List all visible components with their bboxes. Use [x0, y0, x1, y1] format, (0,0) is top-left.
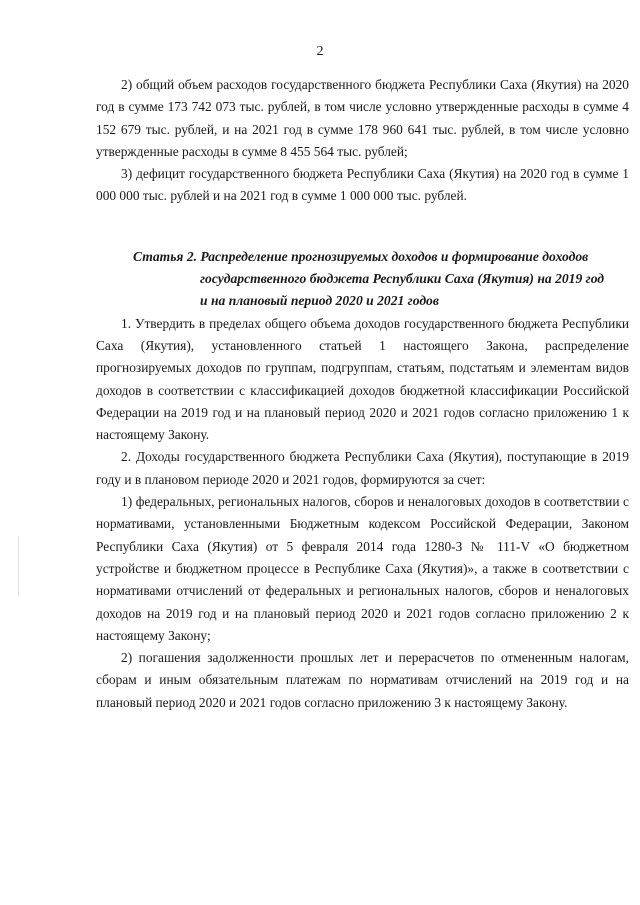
article1-item-2: 2) общий объем расходов государственного бюджета Республики Саха (Якутия) на 2020 год в сумме 173 742 073 тыс. рублей, в том числе условно утвержденные расходы в сумме 4 152 679 тыс. рублей, и на 2021 год в сумме 178 960 641 тыс. рублей, в том числе условно утвержденные расходы в сумме 8 455 564 тыс. рублей; [96, 77, 629, 159]
article2-part-2-sub-2: 2) погашения задолженности прошлых лет и перерасчетов по отмененным налогам, сборам и иным обязательным платежам по нормативам отчислений на 2019 год и на плановый период 2020 и 2021 годов согласно приложению 3 к настоящему Закону. [96, 650, 629, 710]
article2-heading-line2: государственного бюджета Республики Саха (Якутия) на 2019 год [200, 271, 605, 287]
article2-heading [96, 246, 629, 313]
page-body [96, 74, 629, 714]
page-number: 2 [316, 44, 324, 59]
article2-heading-line1: Статья 2. Распределение прогнозируемых доходов и формирование доходов [133, 248, 589, 264]
article2-heading-line3: и на плановый период 2020 и 2021 годов [200, 293, 439, 309]
scan-margin-mark [18, 536, 19, 596]
article2-part-2: 2. Доходы государственного бюджета Республики Саха (Якутия), поступающие в 2019 году и в плановом периоде 2020 и 2021 годов, формируются за счет: [96, 449, 629, 487]
article2-part-1: 1. Утвердить в пределах общего объема доходов государственного бюджета Республики Саха (Якутия), установленного статьей 1 настоящего Закона, распределение прогнозируемых доходов по группам, подгруппам, статьям, подстатьям и элементам видов доходов в соответствии с классификацией доходов бюджетной классификации Российской Федерации на 2019 год и на плановый период 2020 и 2021 годов согласно приложению 1 к настоящему Закону. [96, 315, 629, 443]
article2-part-2-sub-1: 1) федеральных, региональных налогов, сборов и неналоговых доходов в соответствии с нормативами, установленными Бюджетным кодексом Российской Федерации, Законом Республики Саха (Якутия) от 5 февраля 2014 года 1280-З № 111-V «О бюджетном устройстве и бюджетном процессе в Республике Саха (Якутия)», а также в соответствии с нормативами отчислений от федеральных и региональных налогов, сборов и неналоговых доходов на 2019 год и на плановый период 2020 и 2021 годов согласно приложению 2 к настоящему Закону; [96, 494, 629, 643]
article1-item-3: 3) дефицит государственного бюджета Республики Саха (Якутия) на 2020 год в сумме 1 000 000 тыс. рублей и на 2021 год в сумме 1 000 000 тыс. рублей. [96, 166, 629, 204]
